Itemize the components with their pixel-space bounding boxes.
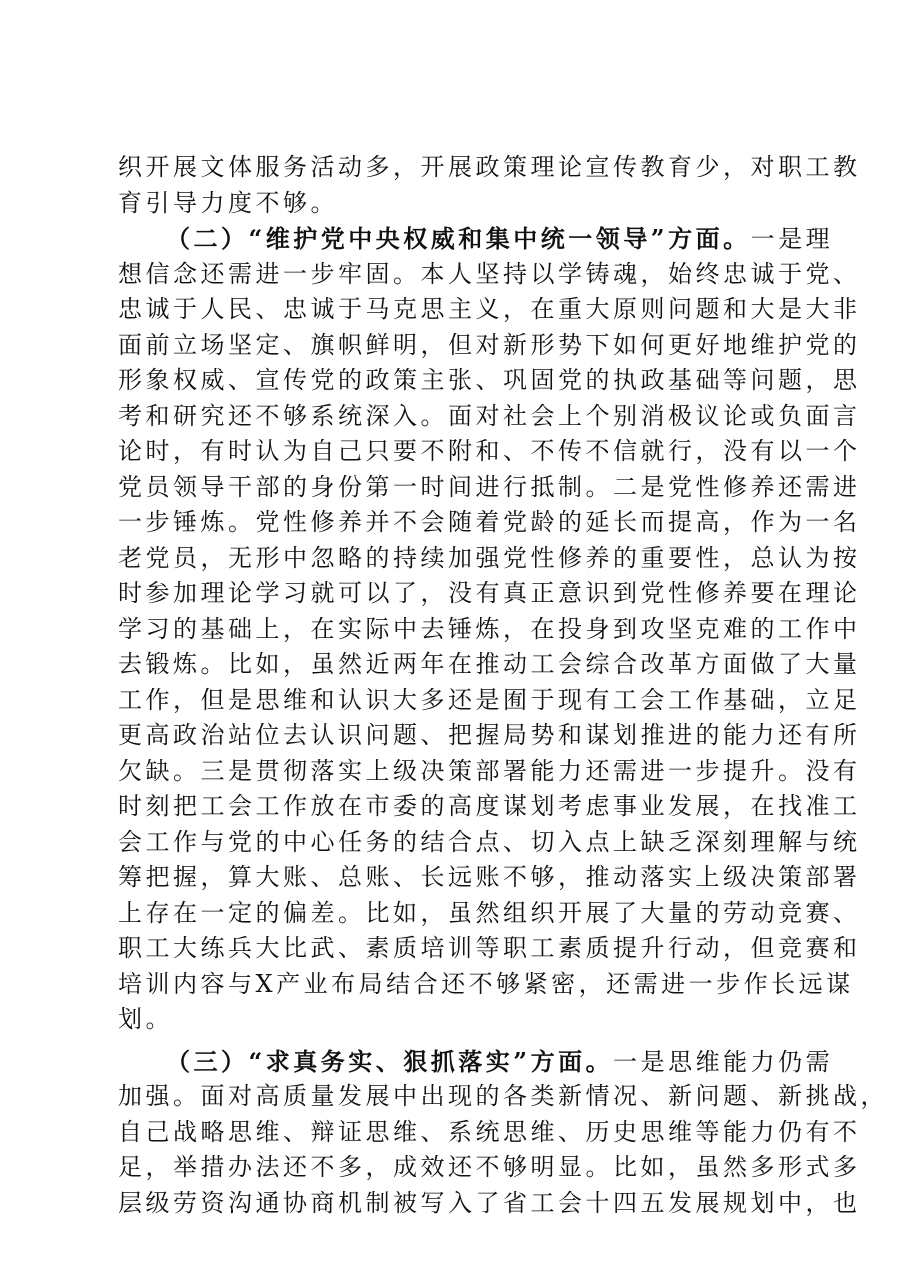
text-line: 去锻炼。比如，虽然近两年在推动工会综合改革方面做了大量: [118, 650, 861, 678]
text-line: 想信念还需进一步牢固。本人坚持以学铸魂，始终忠诚于党、: [118, 259, 861, 288]
document-body: [118, 150, 888, 1221]
text-line: 上存在一定的偏差。比如，虽然组织开展了大量的劳动竞赛、: [118, 898, 861, 927]
text-line: 足，举措办法还不多，成效还不够明显。比如，虽然多形式多: [118, 1153, 861, 1181]
text-line: 自己战略思维、辩证思维、系统思维、历史思维等能力仍有不: [118, 1117, 861, 1146]
text-line: 论时，有时认为自己只要不附和、不传不信就行，没有以一个: [118, 437, 861, 465]
text-line: 育引导力度不够。: [118, 188, 338, 217]
text-line: 学习的基础上，在实际中去锤炼，在投身到攻坚克难的工作中: [118, 614, 861, 643]
text-fragment: 一是理: [750, 225, 834, 253]
section-heading-line: [118, 221, 834, 257]
text-line: 考和研究还不够系统深入。面对社会上个别消极议论或负面言: [118, 401, 861, 430]
text-line: 时刻把工会工作放在市委的高度谋划考虑事业发展，在找准工: [118, 792, 861, 820]
text-line: 职工大练兵大比武、素质培训等职工素质提升行动，但竞赛和: [118, 934, 861, 962]
text-line: 形象权威、宣传党的政策主张、巩固党的执政基础等问题，思: [118, 366, 861, 394]
text-line: 会工作与党的中心任务的结合点、切入点上缺乏深刻理解与统: [118, 827, 861, 856]
text-line: 党员领导干部的身份第一时间进行抵制。二是党性修养还需进: [118, 472, 861, 501]
text-fragment: 一是思维能力仍需: [613, 1047, 834, 1076]
text-line: 工作，但是思维和认识大多还是囿于现有工会工作基础，立足: [118, 685, 861, 714]
text-line: 欠缺。三是贯彻落实上级决策部署能力还需进一步提升。没有: [118, 756, 861, 785]
text-line: 织开展文体服务活动多，开展政策理论宣传教育少，对职工教: [118, 153, 861, 181]
text-line: 忠诚于人民、忠诚于马克思主义，在重大原则问题和大是大非: [118, 295, 861, 323]
section-heading: （二）“维护党中央权威和集中统一领导”方面。: [166, 224, 751, 253]
text-line: 筹把握，算大账、总账、长远账不够，推动落实上级决策部署: [118, 863, 861, 891]
text-line: 老党员，无形中忽略的持续加强党性修养的重要性，总认为按: [118, 543, 861, 572]
text-line: 划。: [118, 1005, 173, 1033]
text-line: 时参加理论学习就可以了，没有真正意识到党性修养要在理论: [118, 579, 861, 607]
section-heading-line: [118, 1044, 834, 1080]
text-line: 更高政治站位去认识问题、把握局势和谋划推进的能力还有所: [118, 721, 861, 749]
text-line: 层级劳资沟通协商机制被写入了省工会十四五发展规划中，也: [118, 1188, 861, 1217]
text-line: 加强。面对高质量发展中出现的各类新情况、新问题、新挑战，: [118, 1082, 888, 1110]
text-line: 培训内容与X产业布局结合还不够紧密，还需进一步作长远谋: [118, 969, 854, 998]
section-heading: （三）“求真务实、狠抓落实”方面。: [166, 1046, 614, 1076]
text-line: 面前立场坚定、旗帜鲜明，但对新形势下如何更好地维护党的: [118, 330, 861, 359]
text-line: 一步锤炼。党性修养并不会随着党龄的延长而提高，作为一名: [118, 508, 861, 536]
